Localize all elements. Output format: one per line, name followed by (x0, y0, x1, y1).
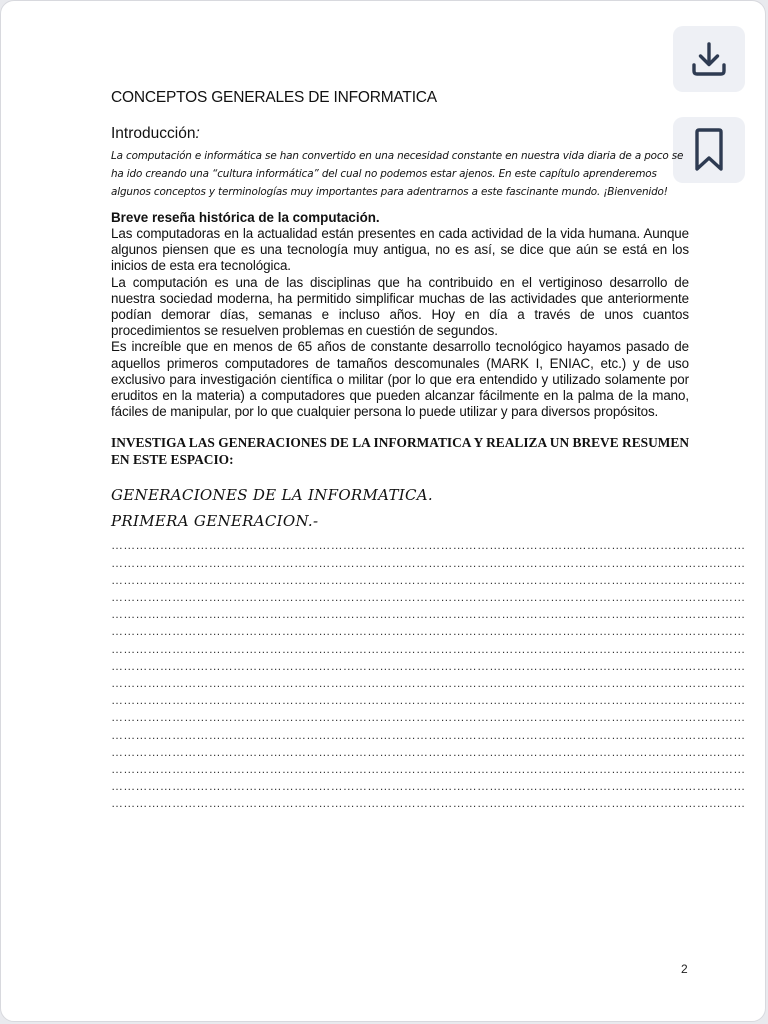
dotted-line: ………………………………………………………………………………………………………………………………………… (111, 710, 746, 725)
answer-space[interactable] (111, 537, 746, 812)
page-number: 2 (681, 962, 688, 976)
section-paragraph: La computación es una de las disciplinas que ha contribuido en el vertiginoso desarrollo de nuestra sociedad moderna, ha permitido simplificar muchas de las actividades que anteriormente podían demorar días, semanas e incluso años. Hoy en día a través de unos cuantos procedimientos se resuelven problemas en cuestión de segundos. (111, 274, 689, 339)
intro-paragraph: La computación e informática se han convertido en una necesidad constante en nuestra vida diaria de a poco se ha ido creando una “cultura informática” del cual no podemos estar ajenos. En este capítulo aprenderemos algunos conceptos y terminologías muy importantes para adentrarnos a este fascinante mundo. ¡Bienvenido! (111, 150, 684, 198)
dotted-line: ………………………………………………………………………………………………………………………………………… (111, 607, 746, 622)
dotted-line: ………………………………………………………………………………………………………………………………………… (111, 590, 746, 604)
dotted-line: ………………………………………………………………………………………………………………………………………… (111, 658, 746, 673)
dotted-line: ………………………………………………………………………………………………………………………………………… (111, 693, 746, 708)
dotted-line: ………………………………………………………………………………………………………………………………………… (111, 572, 746, 587)
dotted-line: ………………………………………………………………………………………………………………………………………… (111, 538, 746, 553)
instruction-text: INVESTIGA LAS GENERACIONES DE LA INFORMATICA Y REALIZA UN BREVE RESUMEN EN ESTE ESPACIO: (111, 435, 689, 468)
section-heading: Breve reseña histórica de la computación. (111, 210, 380, 225)
document-title: CONCEPTOS GENERALES DE INFORMATICA (111, 89, 437, 106)
section-body (111, 226, 689, 420)
download-button[interactable] (673, 26, 745, 92)
intro-heading-text: Introducción (111, 125, 196, 142)
intro-heading (111, 125, 689, 143)
bookmark-icon (688, 127, 730, 173)
dotted-line: ………………………………………………………………………………………………………………………………………… (111, 744, 746, 759)
dotted-line: ………………………………………………………………………………………………………………………………………… (111, 727, 746, 742)
dotted-line: ………………………………………………………………………………………………………………………………………… (111, 641, 746, 656)
dotted-line: ………………………………………………………………………………………………………………………………………… (111, 796, 746, 811)
dotted-line: ………………………………………………………………………………………………………………………………………… (111, 675, 746, 690)
intro-heading-colon: : (195, 125, 200, 142)
section-paragraph: Las computadoras en la actualidad están presentes en cada actividad de la vida humana. Aunque algunos piensen que es una tecnología muy antigua, no es así, se dice que aún se está en los inicios de esta era tecnológica. (111, 226, 689, 274)
section-paragraph: Es increíble que en menos de 65 años de constante desarrollo tecnológico hayamos pasado de aquellos primeros computadores de tamaños descomunales (MARK I, ENIAC, etc.) y de uso exclusivo para investigación científica o militar (por lo que era entendido y utilizado solamente por eruditos en la materia) a computadores que pueden alcanzar fácilmente en la palma de la mano, fáciles de manipular, por lo que cualquier persona lo puede utilizar y para diversos propósitos. (111, 339, 689, 420)
dotted-line: ………………………………………………………………………………………………………………………………………… (111, 555, 746, 570)
dotted-line: ………………………………………………………………………………………………………………………………………… (111, 761, 746, 776)
document-content (111, 89, 746, 812)
dotted-line: ………………………………………………………………………………………………………………………………………… (111, 624, 746, 639)
download-icon (688, 38, 730, 80)
dotted-line: ………………………………………………………………………………………………………………………………………… (111, 779, 746, 794)
handwritten-subtitle: PRIMERA GENERACION.- (111, 512, 319, 531)
handwritten-title: GENERACIONES DE LA INFORMATICA. (111, 486, 433, 505)
